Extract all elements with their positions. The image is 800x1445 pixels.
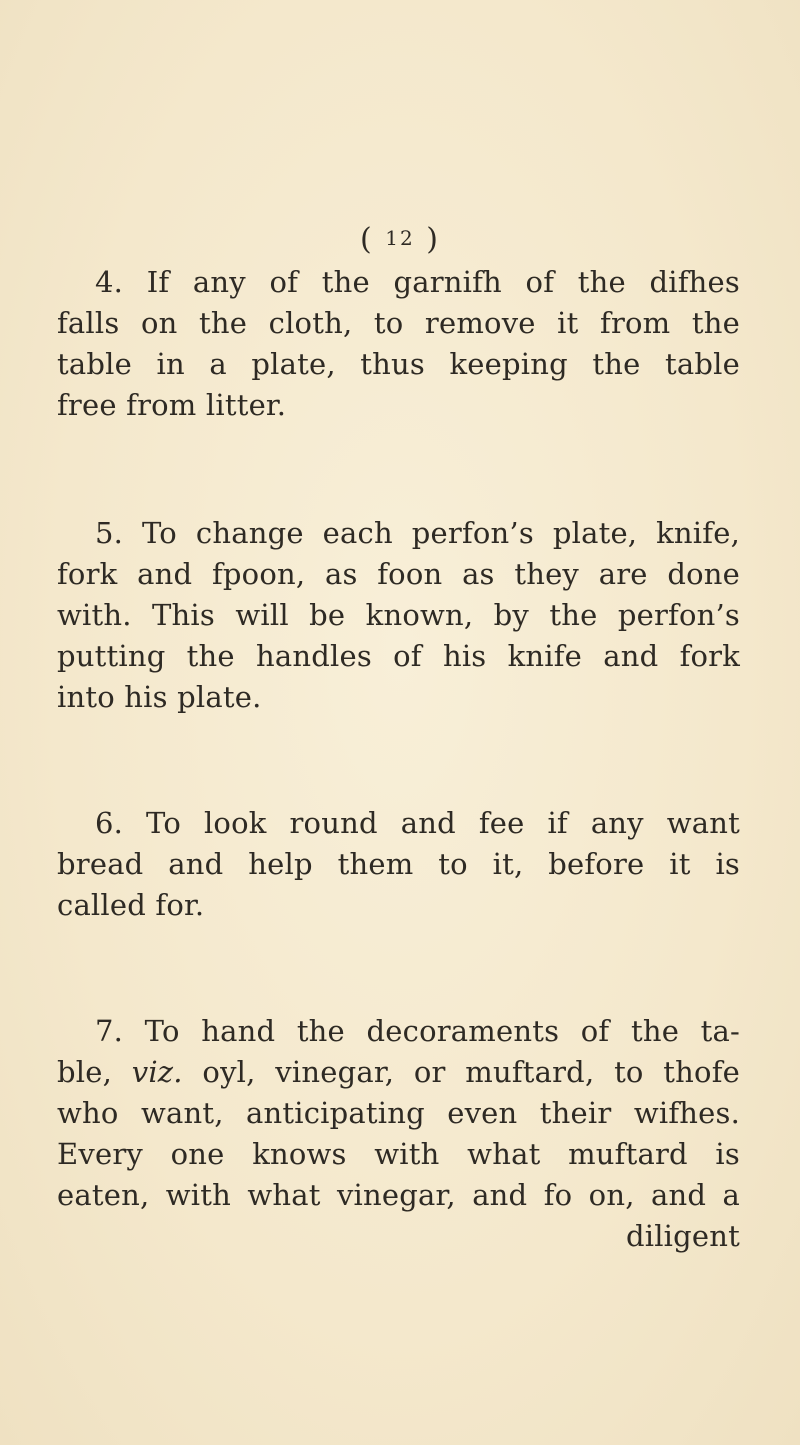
paragraph-line	[57, 1052, 740, 1093]
paragraph-line: 5. To change each perfon’s plate, knife,	[95, 516, 740, 550]
italic-abbreviation: viz.	[131, 1055, 183, 1089]
paragraph-line: 4. If any of the garnifh of the difhes	[95, 265, 740, 299]
paragraph-line: 6. To look round and fee if any want	[95, 806, 740, 840]
paragraph-5	[57, 513, 740, 718]
page-number	[0, 222, 800, 257]
paragraph-line: falls on the cloth, to remove it from the	[57, 306, 740, 340]
paragraph-line-start: ble,	[57, 1055, 132, 1089]
paragraph-line: who want, anticipating even their wifhes.	[57, 1096, 740, 1130]
page-number-close-paren: )	[426, 222, 440, 257]
paragraph-line: bread and help them to it, before it is	[57, 847, 740, 881]
paragraph-line: eaten, with what vinegar, and fo on, and a	[57, 1178, 740, 1212]
paragraph-4	[57, 262, 740, 426]
paragraph-line: into his plate.	[57, 680, 262, 714]
paragraph-7	[57, 1011, 740, 1257]
paragraph-6	[57, 803, 740, 926]
paragraph-line: 7. To hand the decoraments of the ta-	[95, 1014, 740, 1048]
paragraph-line: fork and fpoon, as foon as they are done	[57, 557, 740, 591]
catchword: diligent	[625, 1219, 740, 1253]
page-number-open-paren: (	[360, 222, 374, 257]
paragraph-line: Every one knows with what muftard is	[57, 1137, 740, 1171]
page-number-value: 12	[385, 226, 415, 250]
paragraph-line-rest: oyl, vinegar, or muftard, to thofe	[182, 1055, 740, 1089]
paragraph-line: table in a plate, thus keeping the table	[57, 347, 740, 381]
paragraph-line: called for.	[57, 888, 205, 922]
show-through-mark	[80, 478, 700, 500]
paragraph-line: free from litter.	[57, 388, 287, 422]
paragraph-line: putting the handles of his knife and fork	[57, 639, 740, 673]
paragraph-line: with. This will be known, by the perfon’s	[57, 598, 740, 632]
